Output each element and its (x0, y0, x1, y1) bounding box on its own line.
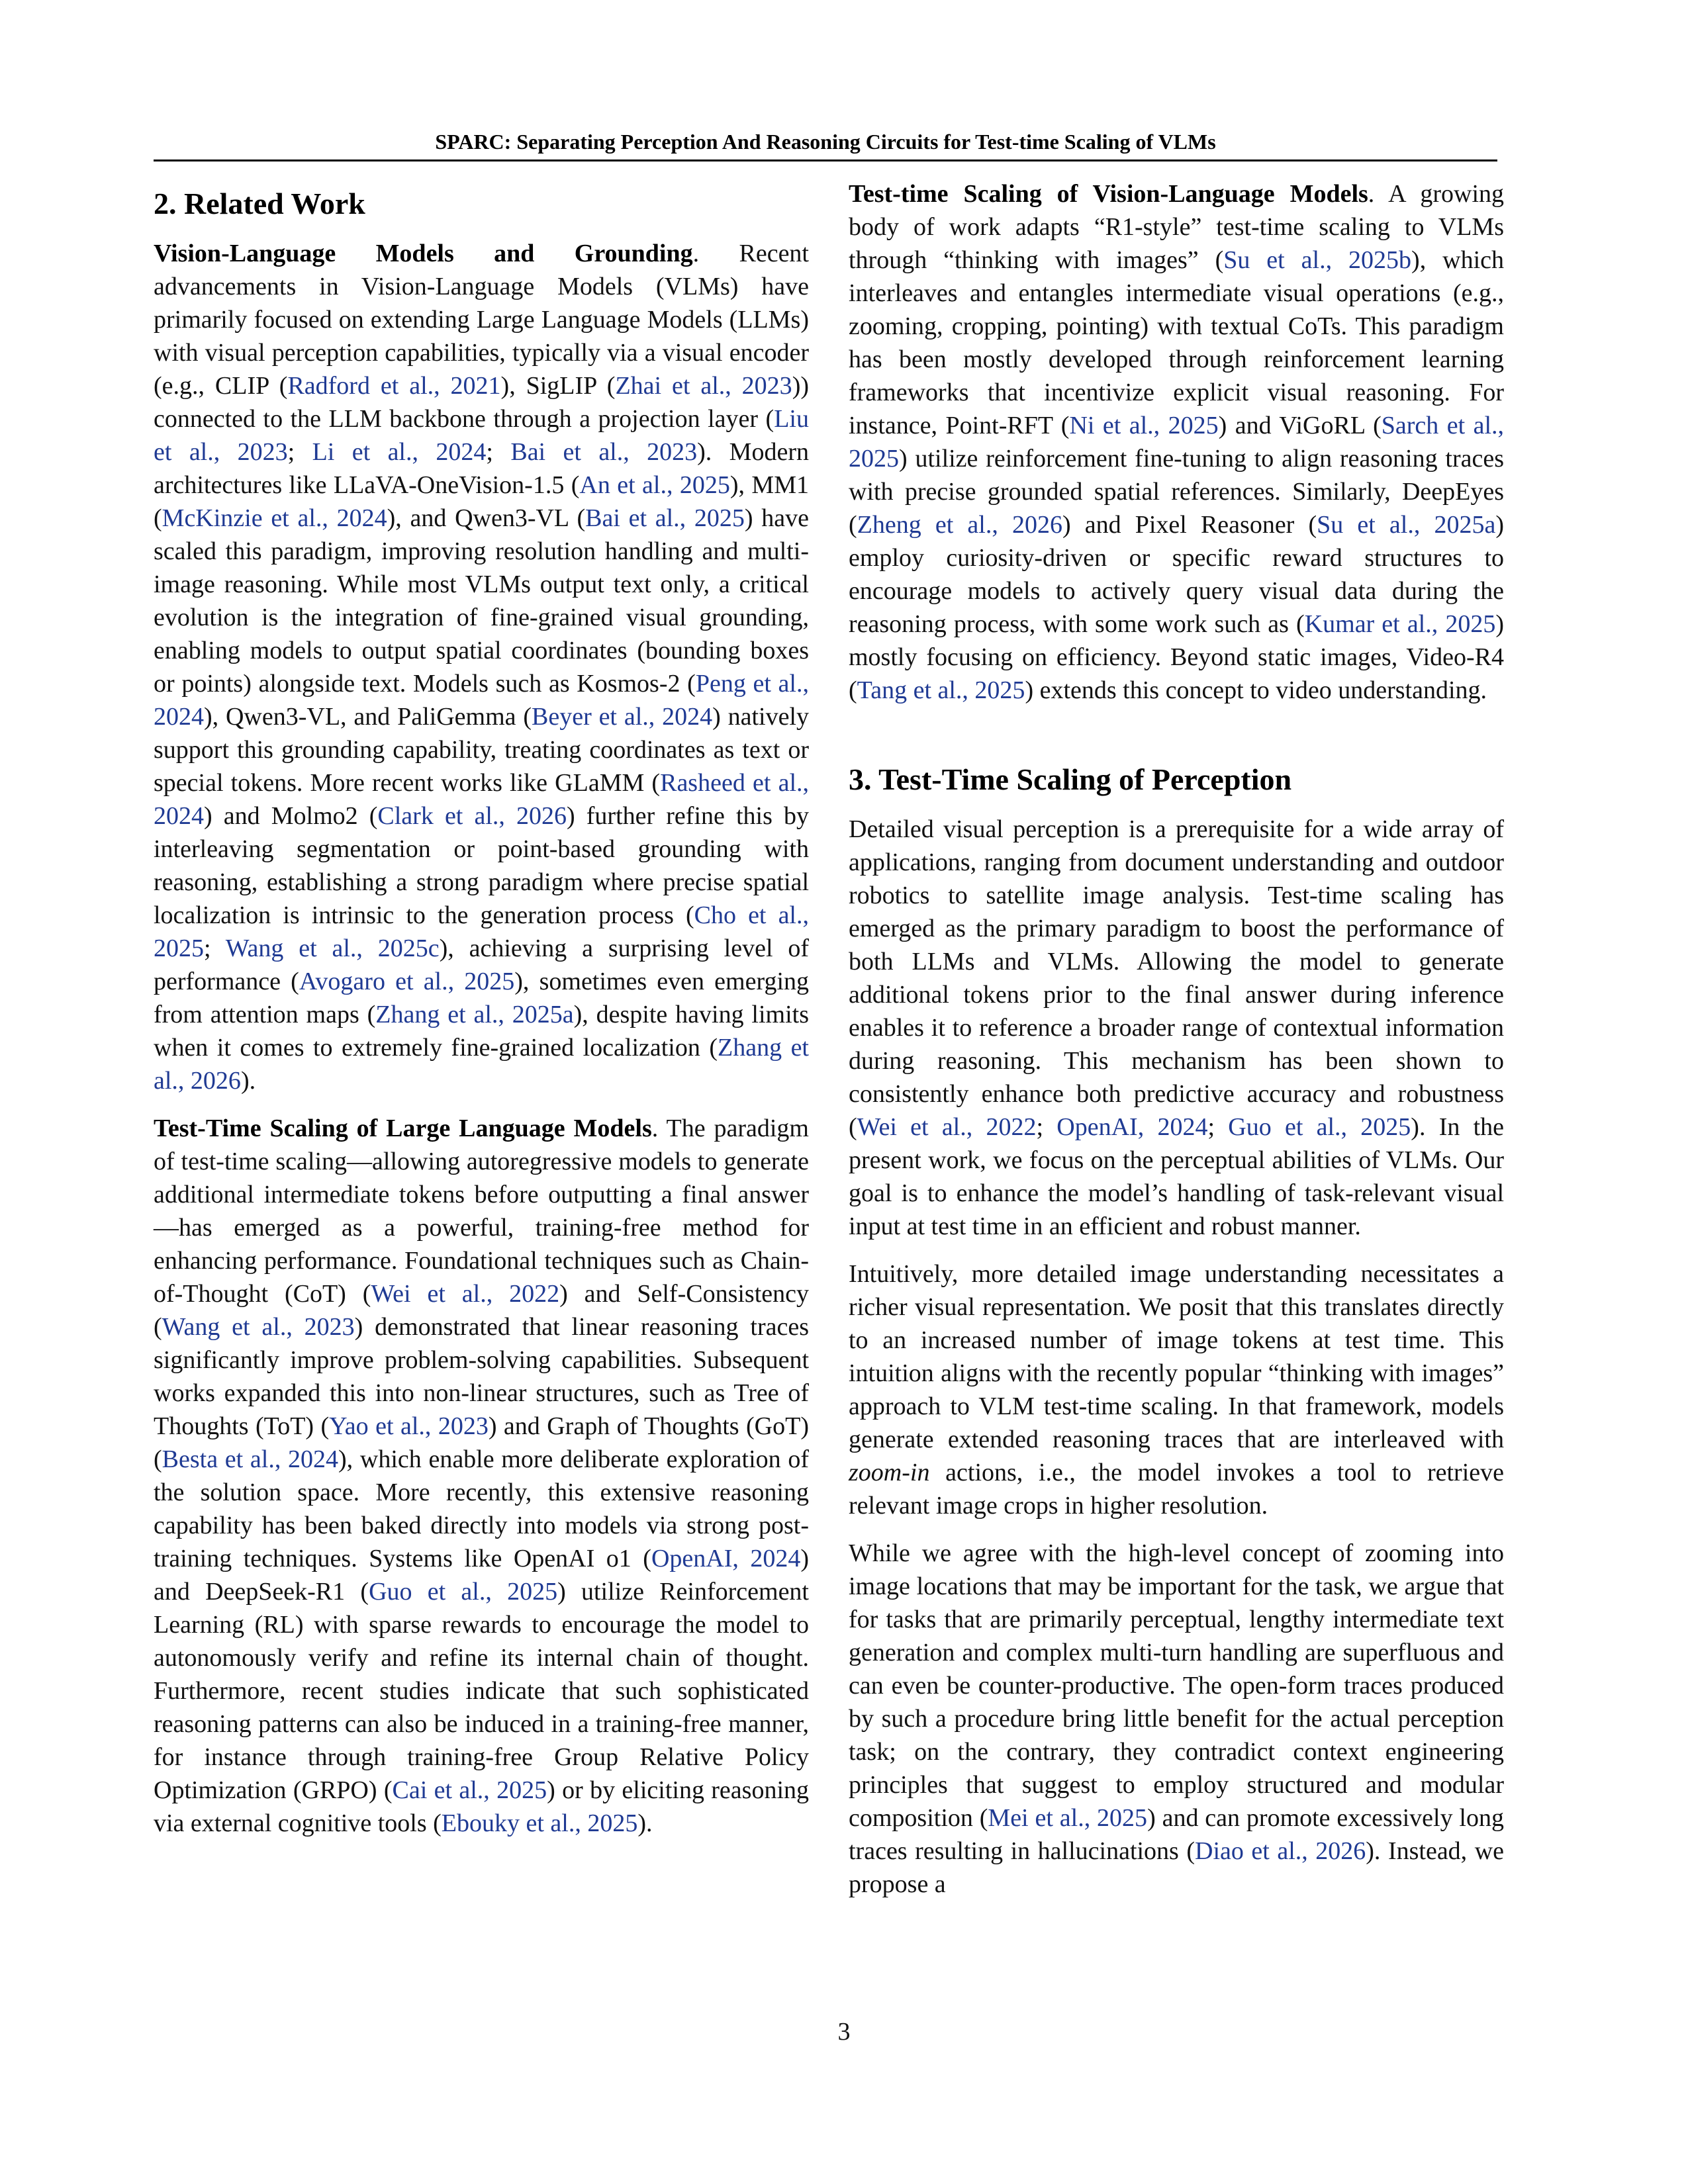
citation-link[interactable]: Liu et al., 2023 (154, 405, 809, 466)
header-rule (154, 159, 1497, 161)
citation-link[interactable]: Radford et al., 2021 (287, 372, 501, 400)
citation-link[interactable]: Peng et al., 2024 (154, 670, 809, 731)
citation-link[interactable]: Rasheed et al., 2024 (154, 769, 809, 830)
citation-link[interactable]: OpenAI, 2024 (1056, 1113, 1208, 1141)
citation-link[interactable]: Li et al., 2024 (312, 438, 487, 466)
citation-link[interactable]: McKinzie et al., 2024 (162, 504, 387, 532)
paragraph-argument: While we agree with the high-level concept of zooming into image locations that may be important for the task, we argue that for tasks that are primarily perceptual, lengthy intermediate text generation and complex multi-turn handling are superfluous and can even be counter-productive. The open-form traces produced by such a procedure bring little benefit for the actual perception task; on the contrary, they contradict context engineering principles that suggest to employ structured and modular composition (Mei et al., 2025) and can promote excessively long traces resulting in hallucinations (Diao et al., 2026). Instead, we propose a (849, 1539, 1505, 1898)
citation-link[interactable]: Besta et al., 2024 (162, 1445, 339, 1473)
citation-link[interactable]: Bai et al., 2023 (510, 438, 698, 466)
citation-link[interactable]: Wei et al., 2022 (371, 1280, 560, 1308)
right-column (849, 177, 1504, 1915)
citation-link[interactable]: Clark et al., 2026 (377, 802, 567, 830)
page-number: 3 (837, 2018, 851, 2046)
citation-link[interactable]: Beyer et al., 2024 (532, 703, 713, 731)
citation-link[interactable]: Ebouky et al., 2025 (441, 1809, 638, 1837)
runin-heading: Vision-Language Models and Grounding (154, 240, 693, 267)
citation-link[interactable]: Mei et al., 2025 (988, 1804, 1148, 1832)
citation-link[interactable]: Wang et al., 2023 (162, 1313, 355, 1341)
citation-link[interactable]: Zhang et al., 2025a (375, 1001, 574, 1028)
section-heading-related-work: 2. Related Work (154, 187, 365, 220)
running-head: SPARC: Separating Perception And Reasoning Circuits for Test-time Scaling of VLMs (435, 130, 1216, 154)
citation-link[interactable]: Zhai et al., 2023 (615, 372, 792, 400)
citation-link[interactable]: Ni et al., 2025 (1069, 412, 1219, 439)
citation-link[interactable]: Kumar et al., 2025 (1304, 610, 1496, 638)
paragraph-llm-tts: Test-Time Scaling of Large Language Models. The paradigm of test-time scaling—allowing autoregressive models to generate additional intermediate tokens before outputting a final answer—has emerged as a powerful, training-free method for enhancing performance. Foundational techniques such as Chain-of-Thought (CoT) (Wei et al., 2022) and Self-Consistency (Wang et al., 2023) demonstrated that linear reasoning traces significantly improve problem-solving capabilities. Subsequent works expanded this into non-linear structures, such as Tree of Thoughts (ToT) (Yao et al., 2023) and Graph of Thoughts (GoT) (Besta et al., 2024), which enable more deliberate exploration of the solution space. More recently, this extensive reasoning capability has been baked directly into models via strong post-training techniques. Systems like OpenAI o1 (OpenAI, 2024) and DeepSeek-R1 (Guo et al., 2025) utilize Reinforcement Learning (RL) with sparse rewards to encourage the model to autonomously verify and refine its internal chain of thought. Furthermore, recent studies indicate that such sophisticated reasoning patterns can also be induced in a training-free manner, for instance through training-free Group Relative Policy Optimization (GRPO) (Cai et al., 2025) or by eliciting reasoning via external cognitive tools (Ebouky et al., 2025). (154, 1115, 809, 1837)
citation-link[interactable]: Zheng et al., 2026 (857, 511, 1062, 539)
paragraph-perception-intro: Detailed visual perception is a prerequisite for a wide array of applications, ranging from document understanding and outdoor robotics to satellite image analysis. Test-time scaling has emerged as the primary paradigm to boost the performance of both LLMs and VLMs. Allowing the model to generate additional tokens prior to the final answer during inference enables it to reference a broader range of contextual information during reasoning. This mechanism has been shown to consistently enhance both predictive accuracy and robustness (Wei et al., 2022; OpenAI, 2024; Guo et al., 2025). In the present work, we focus on the perceptual abilities of VLMs. Our goal is to enhance the model’s handling of task-relevant visual input at test time in an efficient and robust manner. (849, 815, 1505, 1240)
citation-link[interactable]: An et al., 2025 (579, 471, 730, 499)
paragraph-vlm-tts: Test-time Scaling of Vision-Language Models. A growing body of work adapts “R1-style” test-time scaling to VLMs through “thinking with images” (Su et al., 2025b), which interleaves and entangles intermediate visual operations (e.g., zooming, cropping, pointing) with textual CoTs. This paradigm has been mostly developed through reinforcement learning frameworks that incentivize explicit visual reasoning. For instance, Point-RFT (Ni et al., 2025) and ViGoRL (Sarch et al., 2025) utilize reinforcement fine-tuning to align reasoning traces with precise grounded spatial references. Similarly, DeepEyes (Zheng et al., 2026) and Pixel Reasoner (Su et al., 2025a) employ curiosity-driven or specific reward structures to encourage models to actively query visual data during the reasoning process, with some work such as (Kumar et al., 2025) mostly focusing on efficiency. Beyond static images, Video-R4 (Tang et al., 2025) extends this concept to video understanding. (849, 180, 1505, 704)
left-column (154, 177, 809, 1854)
citation-link[interactable]: OpenAI, 2024 (651, 1545, 801, 1572)
citation-link[interactable]: Su et al., 2025b (1223, 246, 1412, 274)
paragraph-vlm-grounding: Vision-Language Models and Grounding. Recent advancements in Vision-Language Models (VLMs) have primarily focused on extending Large Language Models (LLMs) with visual perception capabilities, typically via a visual encoder (e.g., CLIP (Radford et al., 2021), SigLIP (Zhai et al., 2023)) connected to the LLM backbone through a projection layer (Liu et al., 2023; Li et al., 2024; Bai et al., 2023). Modern architectures like LLaVA-OneVision-1.5 (An et al., 2025), MM1 (McKinzie et al., 2024), and Qwen3-VL (Bai et al., 2025) have scaled this paradigm, improving resolution handling and multi-image reasoning. While most VLMs output text only, a critical evolution is the integration of fine-grained visual grounding, enabling models to output spatial coordinates (bounding boxes or points) alongside text. Models such as Kosmos-2 (Peng et al., 2024), Qwen3-VL, and PaliGemma (Beyer et al., 2024) natively support this grounding capability, treating coordinates as text or special tokens. More recent works like GLaMM (Rasheed et al., 2024) and Molmo2 (Clark et al., 2026) further refine this by interleaving segmentation or point-based grounding with reasoning, establishing a strong paradigm where precise spatial localization is intrinsic to the generation process (Cho et al., 2025; Wang et al., 2025c), achieving a surprising level of performance (Avogaro et al., 2025), sometimes even emerging from attention maps (Zhang et al., 2025a), despite having limits when it comes to extremely fine-grained localization (Zhang et al., 2026). (154, 240, 810, 1095)
citation-link[interactable]: Tang et al., 2025 (857, 676, 1025, 704)
citation-link[interactable]: Guo et al., 2025 (1228, 1113, 1411, 1141)
citation-link[interactable]: Zhang et al., 2026 (154, 1034, 809, 1095)
runin-heading: Test-Time Scaling of Large Language Models (154, 1115, 652, 1142)
section-heading-tts-perception: 3. Test-Time Scaling of Perception (849, 762, 1292, 796)
paragraph-intuition: Intuitively, more detailed image understanding necessitates a richer visual representation. We posit that this translates directly to an increased number of image tokens at test time. This intuition aligns with the recently popular “thinking with images” approach to VLM test-time scaling. In that framework, models generate extended reasoning traces that are interleaved with zoom-in actions, i.e., the model invokes a tool to retrieve relevant image crops in higher resolution. (849, 1260, 1504, 1520)
section-spacer (849, 721, 1504, 753)
citation-link[interactable]: Su et al., 2025a (1317, 511, 1496, 539)
citation-link[interactable]: Sarch et al., 2025 (849, 412, 1504, 473)
citation-link[interactable]: Wei et al., 2022 (857, 1113, 1037, 1141)
citation-link[interactable]: Wang et al., 2025c (225, 934, 440, 962)
runin-heading: Test-time Scaling of Vision-Language Models (849, 180, 1368, 208)
citation-link[interactable]: Cho et al., 2025 (154, 901, 809, 962)
citation-link[interactable]: Yao et al., 2023 (329, 1412, 489, 1440)
citation-link[interactable]: Bai et al., 2025 (585, 504, 745, 532)
citation-link[interactable]: Cai et al., 2025 (392, 1776, 547, 1804)
emphasis-zoom-in: zoom-in (849, 1459, 930, 1486)
citation-link[interactable]: Guo et al., 2025 (369, 1578, 558, 1606)
citation-link[interactable]: Diao et al., 2026 (1195, 1837, 1366, 1865)
citation-link[interactable]: Avogaro et al., 2025 (299, 968, 515, 995)
